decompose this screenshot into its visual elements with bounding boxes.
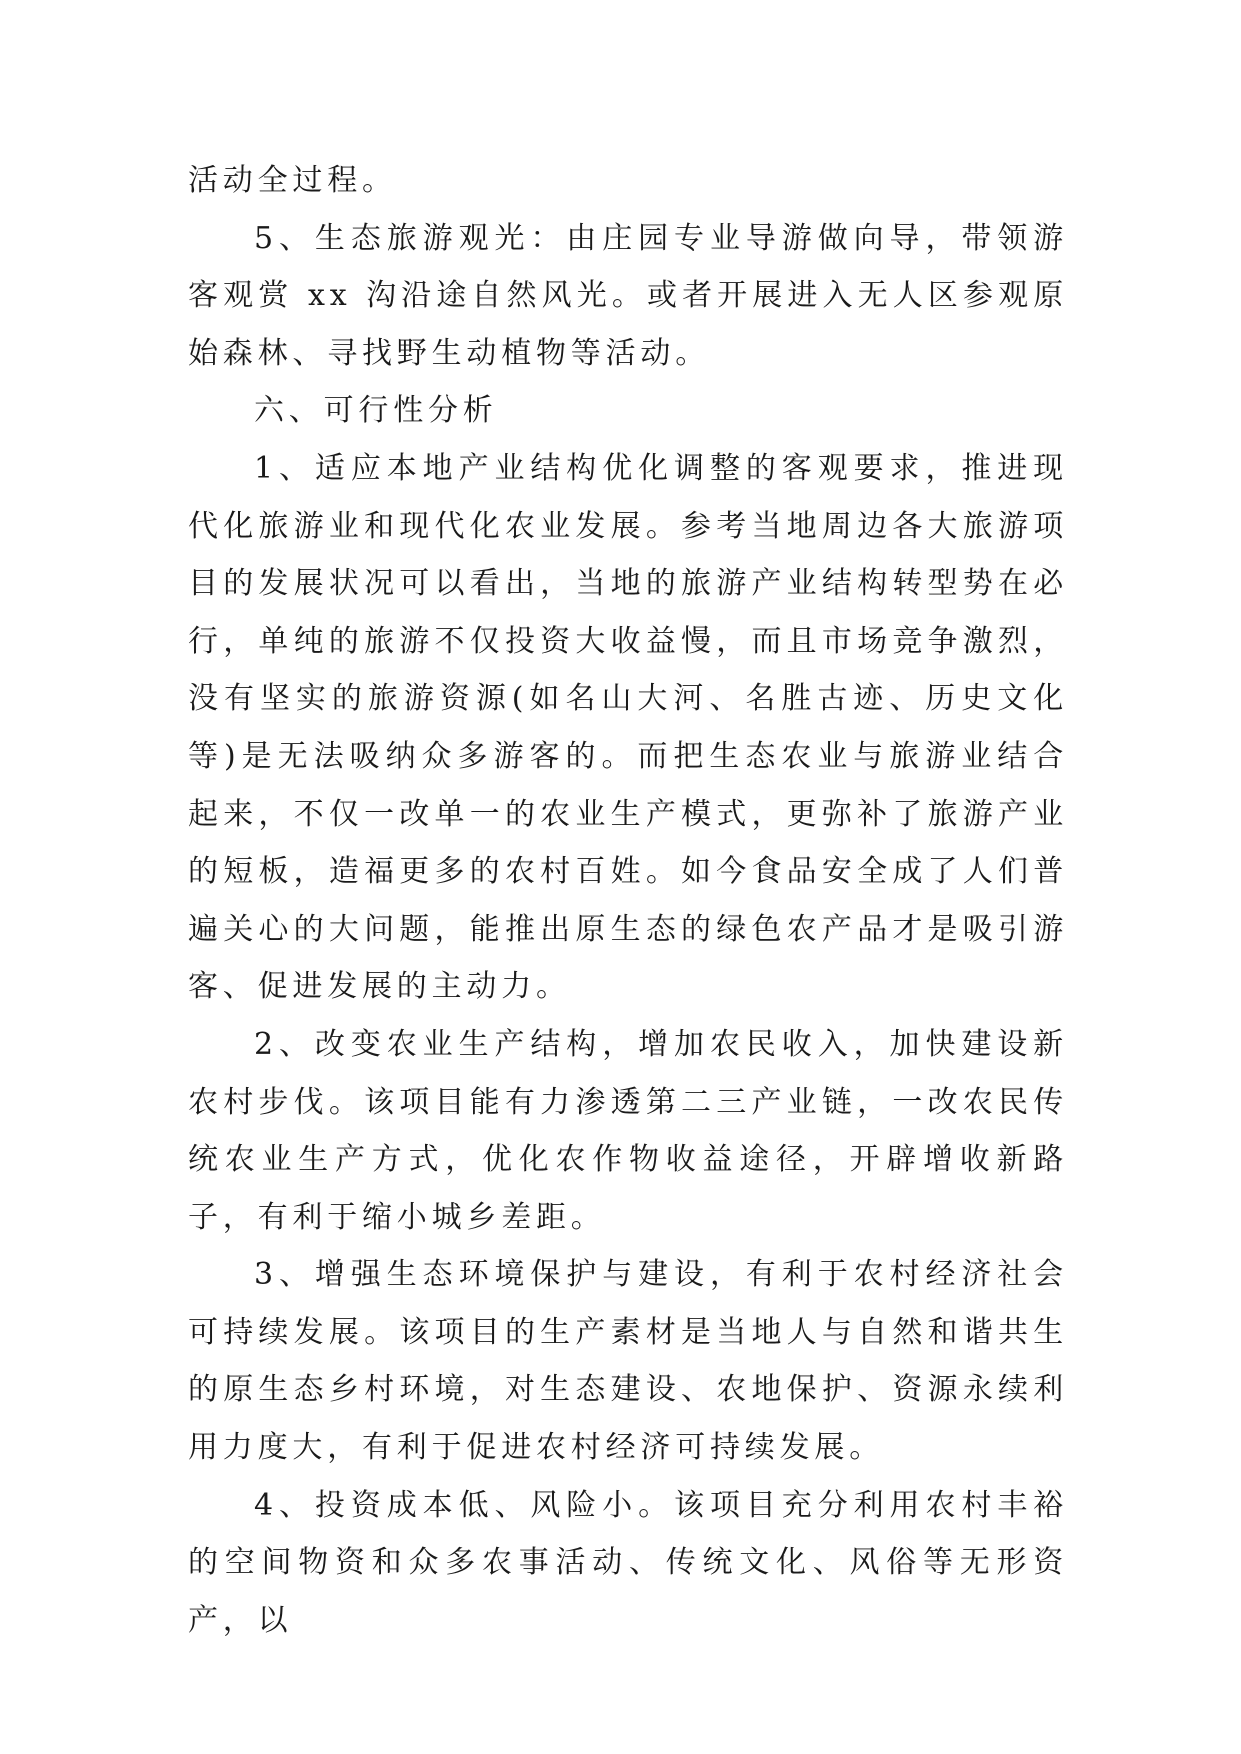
paragraph-continuation: 活动全过程。 xyxy=(188,163,397,198)
document-body xyxy=(188,152,1068,1649)
paragraph-item-5-eco-tourism: 5、生态旅游观光：由庄园专业导游做向导，带领游客观赏 xx 沟沿途自然风光。或者开展进入无人区参观原始森林、寻找野生动植物等活动。 xyxy=(188,220,1068,371)
paragraph-item-2-agriculture: 2、改变农业生产结构，增加农民收入，加快建设新农村步伐。该项目能有力渗透第二三产业链，一改农民传统农业生产方式，优化农作物收益途径，开辟增收新路子，有利于缩小城乡差距。 xyxy=(188,1026,1068,1235)
section-heading-feasibility: 六、可行性分析 xyxy=(254,393,498,429)
paragraph-item-4-investment: 4、投资成本低、风险小。该项目充分利用农村丰裕的空间物资和众多农事活动、传统文化、风俗等无形资产，以 xyxy=(188,1487,1068,1638)
paragraph-item-3-environment: 3、增强生态环境保护与建设，有利于农村经济社会可持续发展。该项目的生产素材是当地人与自然和谐共生的原生态乡村环境，对生态建设、农地保护、资源永续利用力度大，有利于促进农村经济可持续发展。 xyxy=(188,1257,1068,1466)
paragraph-item-1-industry: 1、适应本地产业结构优化调整的客观要求，推进现代化旅游业和现代化农业发展。参考当地周边各大旅游项目的发展状况可以看出，当地的旅游产业结构转型势在必行，单纯的旅游不仅投资大收益慢，而且市场竞争激烈，没有坚实的旅游资源(如名山大河、名胜古迹、历史文化等)是无法吸纳众多游客的。而把生态农业与旅游业结合起来，不仅一改单一的农业生产模式，更弥补了旅游产业的短板，造福更多的农村百姓。如今食品安全成了人们普遍关心的大问题，能推出原生态的绿色农产品才是吸引游客、促进发展的主动力。 xyxy=(188,450,1068,1005)
